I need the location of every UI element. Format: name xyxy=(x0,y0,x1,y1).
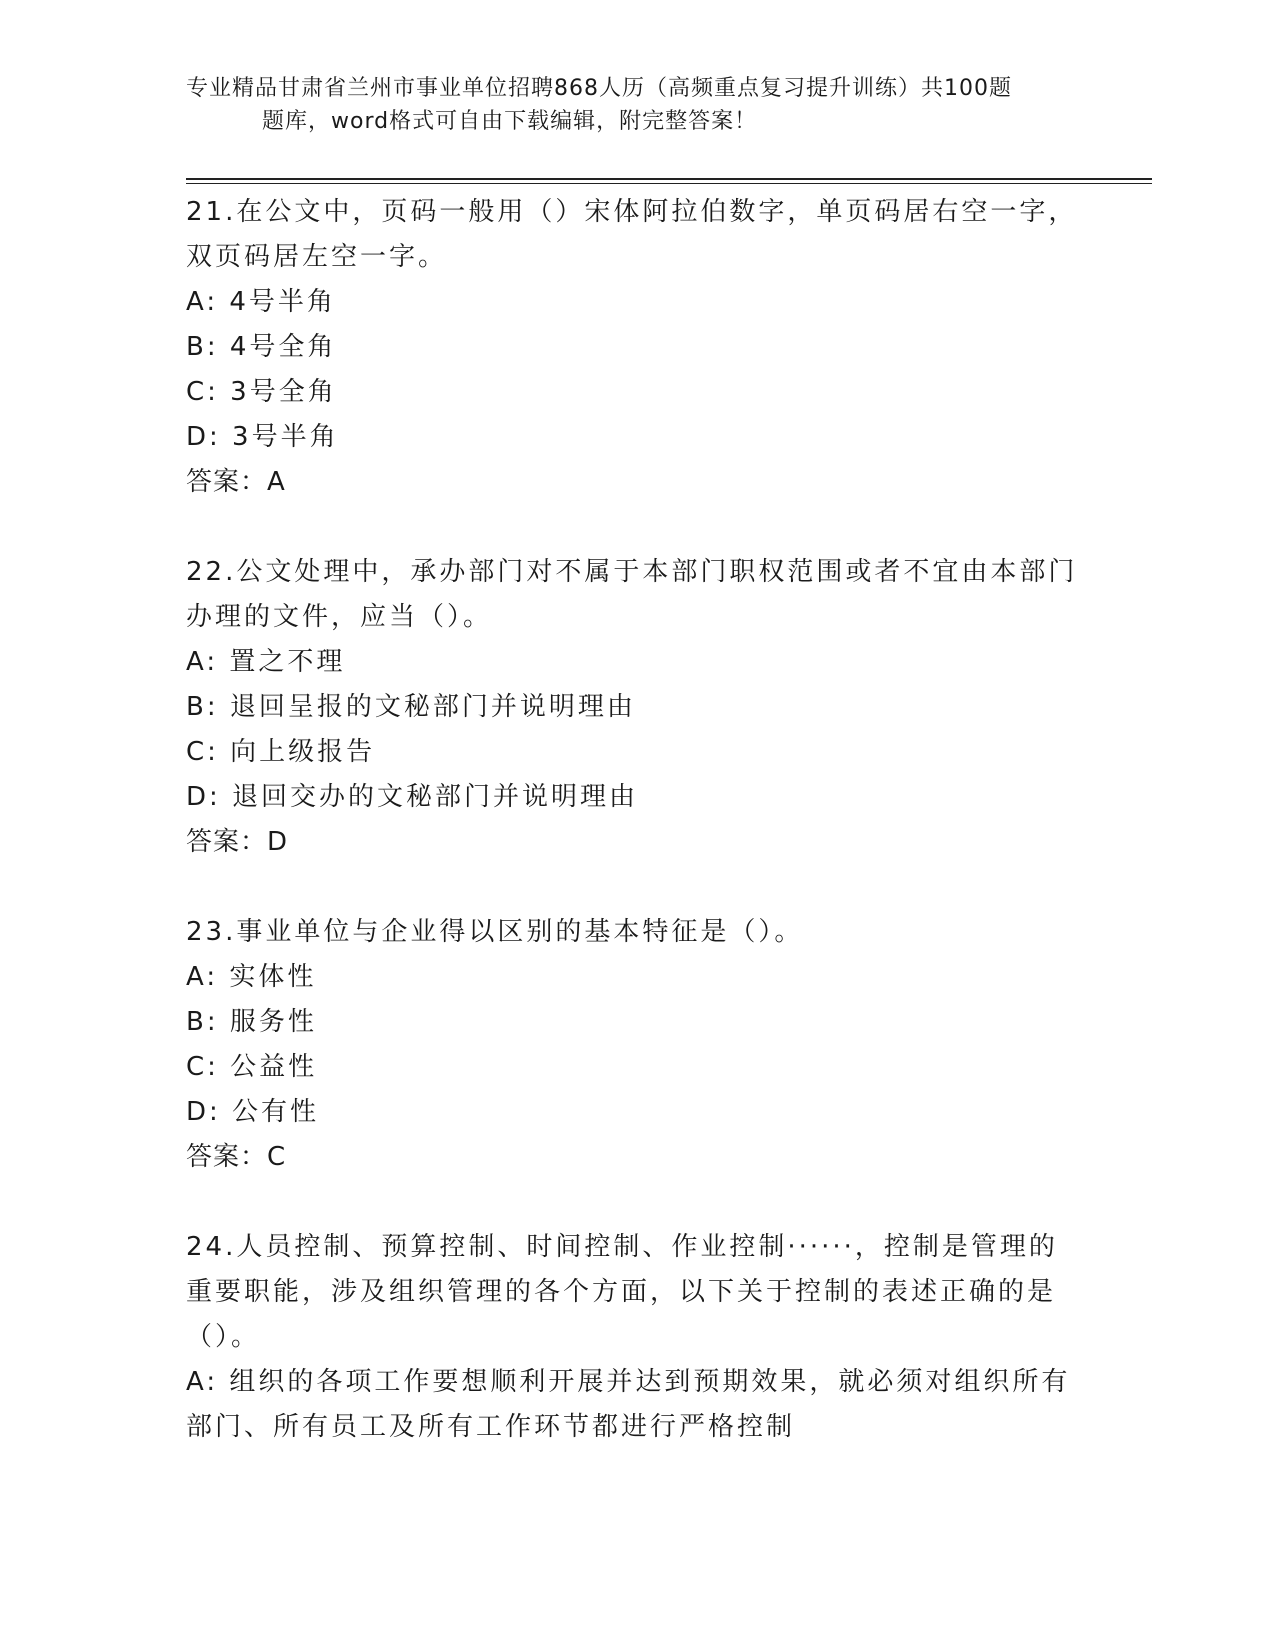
question-22 xyxy=(186,550,1086,865)
option-c: C: 向上级报告 xyxy=(186,737,376,767)
option-a: A: 实体性 xyxy=(186,962,317,992)
question-list xyxy=(186,190,1086,1495)
question-stem: 23.事业单位与企业得以区别的基本特征是（）。 xyxy=(186,917,804,947)
question-23 xyxy=(186,910,1086,1180)
option-b: B: 4号全角 xyxy=(186,332,337,362)
option-b: B: 服务性 xyxy=(186,1007,317,1037)
option-a: A: 4号半角 xyxy=(186,287,336,317)
answer: 答案：D xyxy=(186,827,289,857)
question-stem: 21.在公文中，页码一般用（）宋体阿拉伯数字，单页码居右空一字，双页码居左空一字。 xyxy=(186,197,1078,272)
question-stem: 24.人员控制、预算控制、时间控制、作业控制······，控制是管理的重要职能，涉及组织管理的各个方面，以下关于控制的表述正确的是（）。 xyxy=(186,1232,1058,1352)
option-c: C: 公益性 xyxy=(186,1052,318,1082)
header-line-1: 专业精品甘肃省兰州市事业单位招聘868人历（高频重点复习提升训练）共100题 xyxy=(186,76,1012,101)
question-24 xyxy=(186,1225,1086,1450)
question-21 xyxy=(186,190,1086,505)
header-rule-thick xyxy=(186,178,1152,180)
option-c: C: 3号全角 xyxy=(186,377,337,407)
option-d: D: 退回交办的文秘部门并说明理由 xyxy=(186,782,639,812)
document-header xyxy=(186,72,1086,138)
option-a: A: 置之不理 xyxy=(186,647,346,677)
header-rule-thin xyxy=(186,183,1152,184)
answer: 答案：A xyxy=(186,467,286,497)
option-d: D: 3号半角 xyxy=(186,422,339,452)
option-a: A: 组织的各项工作要想顺利开展并达到预期效果，就必须对组织所有部门、所有员工及所有工作环节都进行严格控制 xyxy=(186,1367,1071,1442)
answer: 答案：C xyxy=(186,1142,287,1172)
question-stem: 22.公文处理中，承办部门对不属于本部门职权范围或者不宜由本部门办理的文件，应当（）。 xyxy=(186,557,1078,632)
header-line-2: 题库，word格式可自由下载编辑，附完整答案！ xyxy=(262,109,758,134)
option-b: B: 退回呈报的文秘部门并说明理由 xyxy=(186,692,636,722)
option-d: D: 公有性 xyxy=(186,1097,320,1127)
